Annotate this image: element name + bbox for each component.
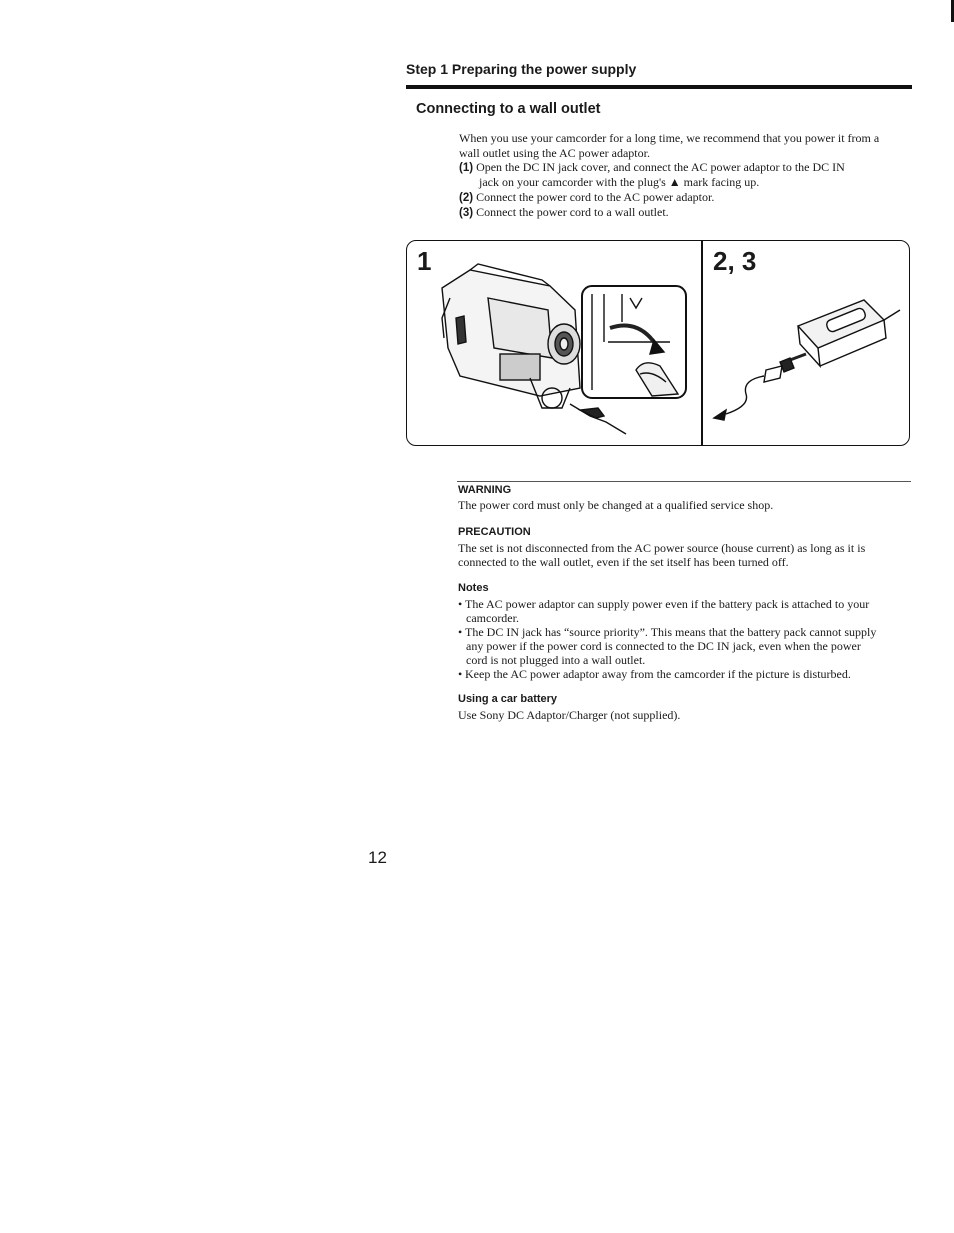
precaution-text	[458, 541, 912, 569]
intro-paragraph	[459, 131, 911, 160]
illustration-divider	[701, 241, 703, 445]
panel-1-label: 1	[417, 246, 432, 276]
step-1-continued: jack on your camcorder with the plug's ▲ mark facing up.	[479, 175, 760, 189]
car-battery-text	[458, 708, 912, 722]
panel-2-label: 2, 3	[713, 246, 757, 276]
intro-line: wall outlet using the AC power adaptor.	[459, 145, 650, 160]
note-item: • The DC IN jack has “source priority”. This means that the battery pack cannot supply any power if the power cord is connected to the DC IN jack, even when the power cord is not plugged into a wall outlet.	[458, 625, 910, 667]
step-number: (2)	[459, 192, 474, 204]
precaution-line: connected to the wall outlet, even if the set itself has been turned off.	[458, 555, 789, 569]
header-rule	[406, 85, 912, 89]
note-line: any power if the power cord is connected to the DC IN jack, even when the power	[466, 639, 861, 653]
warning-line: The power cord must only be changed at a qualified service shop.	[458, 498, 774, 512]
step-text: Connect the power cord to a wall outlet.	[476, 205, 669, 219]
step-header: Step 1 Preparing the power supply	[406, 61, 637, 77]
note-line: The AC power adaptor can supply power even if the battery pack is attached to your	[465, 597, 870, 611]
car-battery-line: Use Sony DC Adaptor/Charger (not supplied).	[458, 708, 681, 722]
step-1	[459, 160, 911, 176]
intro-line: When you use your camcorder for a long time, we recommend that you power it from a	[459, 131, 880, 145]
note-item: • Keep the AC power adaptor away from the camcorder if the picture is disturbed.	[458, 667, 851, 681]
precaution-line: The set is not disconnected from the AC power source (house current) as long as it is	[458, 541, 866, 555]
note-item: • The AC power adaptor can supply power even if the battery pack is attached to your camcorder.	[458, 597, 910, 625]
warning-rule	[457, 481, 911, 482]
car-battery-heading: Using a car battery	[458, 693, 558, 705]
warning-heading: WARNING	[458, 484, 512, 496]
step-text: Open the DC IN jack cover, and connect the AC power adaptor to the DC IN	[476, 160, 845, 174]
step-text: Connect the power cord to the AC power adaptor.	[476, 190, 715, 204]
step-number: (3)	[459, 207, 474, 219]
note-line: Keep the AC power adaptor away from the camcorder if the picture is disturbed.	[465, 667, 851, 681]
precaution-heading: PRECAUTION	[458, 526, 531, 538]
step-2	[459, 190, 911, 206]
page-number: 12	[368, 848, 387, 867]
camcorder-illustration	[430, 258, 696, 440]
step-3	[459, 205, 911, 221]
note-line: cord is not plugged into a wall outlet.	[466, 653, 646, 667]
warning-text	[458, 498, 912, 512]
ac-adaptor-illustration	[706, 290, 902, 430]
step-number: (1)	[459, 162, 474, 174]
note-line: The DC IN jack has “source priority”. This means that the battery pack cannot supply	[465, 625, 877, 639]
note-line: camcorder.	[466, 611, 519, 625]
notes-heading: Notes	[458, 582, 489, 594]
section-title: Connecting to a wall outlet	[416, 101, 601, 117]
